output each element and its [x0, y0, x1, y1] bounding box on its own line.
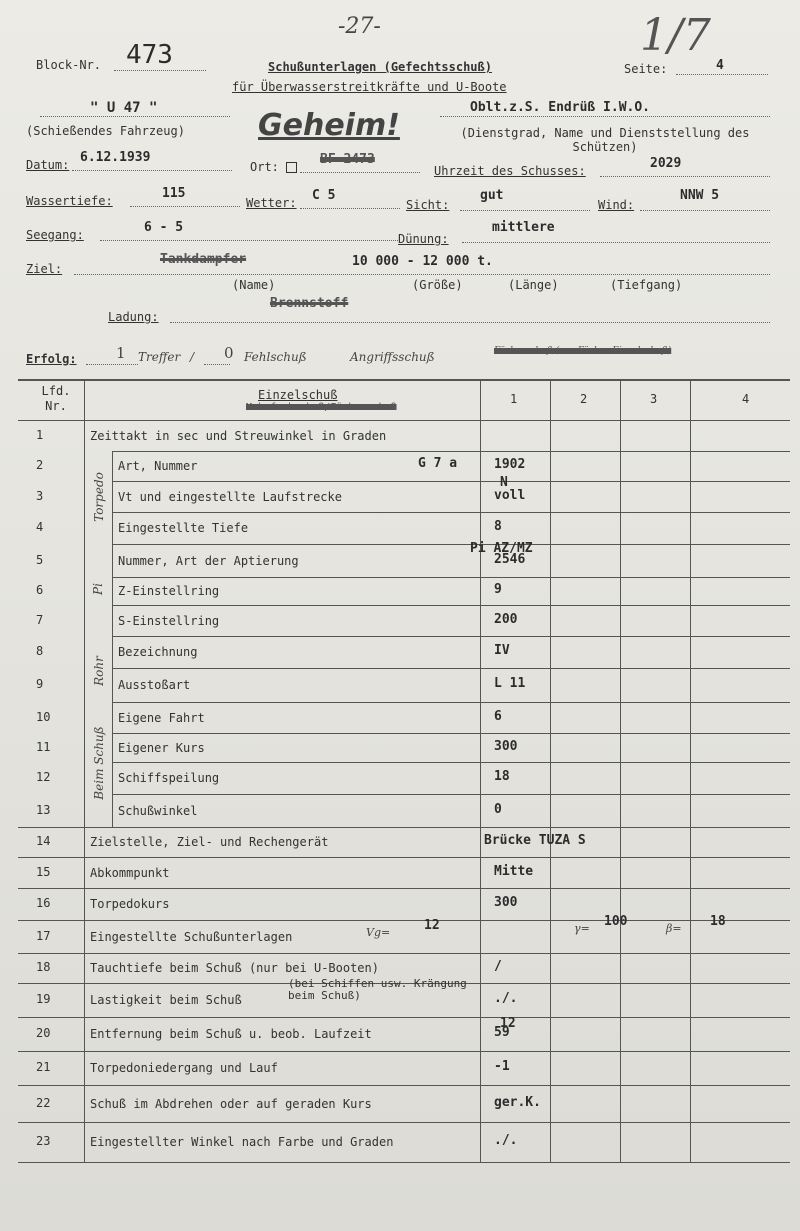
misses-text: Fehlschuß — [244, 350, 307, 364]
target-sub-size: (Größe) — [412, 278, 463, 292]
weather-label: Wetter: — [246, 196, 297, 210]
misses-dots — [204, 364, 230, 365]
title-line2: für Überwasserstreitkräfte und U-Boote — [232, 80, 507, 94]
row-label: Schuß im Abdrehen oder auf geraden Kurs — [90, 1096, 372, 1111]
row-number: 7 — [36, 612, 44, 627]
row-number: 6 — [36, 583, 44, 597]
row-number: 2 — [36, 458, 44, 472]
attack-text: Angriffsschuß — [350, 350, 435, 364]
vessel-value: " U 47 " — [90, 100, 158, 116]
target-label: Ziel: — [26, 262, 63, 276]
place-dots — [300, 172, 420, 173]
col-divider-1 — [480, 380, 481, 1162]
row-value-col1: 2546 — [494, 551, 526, 567]
page-value: 4 — [716, 58, 724, 73]
vessel-dots — [40, 116, 230, 117]
swell-value: mittlere — [492, 220, 555, 235]
col-header-2: 2 — [580, 392, 588, 406]
row-label: Torpedoniedergang und Lauf — [90, 1061, 278, 1075]
row-label: Art, Nummer — [118, 459, 198, 473]
sea-dots — [100, 240, 400, 241]
row-label: Eingestellter Winkel nach Farbe und Graden — [90, 1135, 394, 1149]
vessel-label: (Schießendes Fahrzeug) — [26, 124, 185, 138]
row-label: Z-Einstellring — [118, 584, 220, 598]
table-row-line — [18, 920, 790, 921]
row-value-col1: 8 — [494, 519, 502, 534]
row-label: Eingestellte Schußunterlagen — [90, 929, 293, 944]
result-slash: / — [190, 350, 195, 364]
time-label: Uhrzeit des Schusses: — [434, 164, 586, 178]
col-divider-3 — [620, 380, 621, 1162]
group-label-beim: Beim Schuß — [92, 726, 106, 800]
row-label: Schußwinkel — [118, 803, 198, 818]
row-extra: N — [500, 474, 508, 490]
row-number: 10 — [36, 709, 51, 724]
page-label: Seite: — [624, 62, 668, 76]
shooter-dots — [440, 116, 770, 117]
row17-gamma-label: γ= — [574, 922, 590, 935]
table-row-line — [18, 827, 790, 828]
row-label: Abkommpunkt — [90, 865, 170, 880]
place-label — [250, 160, 297, 174]
col-header-nr: Lfd. Nr. — [41, 384, 71, 413]
weather-value: C 5 — [312, 188, 336, 203]
row-value-col1: 59 — [494, 1025, 510, 1040]
target-sub-draft: (Tiefgang) — [610, 278, 683, 292]
col-header-3: 3 — [650, 392, 658, 406]
hits-dots — [86, 364, 138, 365]
visibility-value: gut — [480, 188, 504, 203]
table-bottom-border — [18, 1162, 790, 1163]
table-row-line — [112, 577, 790, 578]
table-row-line — [18, 420, 790, 421]
table-row-line — [18, 857, 790, 858]
group-label-pi: Pi — [91, 583, 105, 595]
col-divider-4 — [690, 380, 691, 1162]
row-number: 14 — [36, 834, 51, 848]
row-label: Entfernung beim Schuß u. beob. Laufzeit — [90, 1027, 372, 1041]
table-row-line — [18, 953, 790, 954]
row-number: 23 — [36, 1134, 51, 1148]
row-label: Vt und eingestellte Laufstrecke — [118, 489, 342, 504]
col-header-title: Einzelschuß — [258, 388, 338, 402]
table-row-line — [112, 762, 790, 763]
row-value-col1: 6 — [494, 708, 502, 724]
time-value: 2029 — [650, 156, 682, 171]
row-number: 9 — [36, 677, 44, 691]
row-value-col1: 9 — [494, 582, 502, 597]
table-row-line — [18, 1085, 790, 1086]
row-number: 13 — [36, 802, 51, 817]
target-dots — [74, 274, 770, 275]
row-number: 4 — [36, 520, 44, 534]
block-label: Block-Nr. — [36, 58, 102, 72]
row-label: Schiffspeilung — [118, 771, 220, 785]
row-number: 8 — [36, 644, 44, 658]
row-value-col1: -1 — [494, 1059, 510, 1074]
table-row-line — [112, 733, 790, 734]
group-label-torpedo: Torpedo — [92, 472, 106, 522]
row17-vg-label: Vg= — [366, 926, 391, 939]
row-value-col1: / — [494, 959, 502, 974]
corner-mark: 1/7 — [640, 10, 711, 61]
depth-label: Wassertiefe: — [26, 194, 113, 208]
row-label: Torpedokurs — [90, 897, 170, 911]
table-row-line — [112, 451, 790, 452]
row-number: 1 — [36, 427, 44, 442]
row-label: Zielstelle, Ziel- und Rechengerät — [90, 835, 329, 849]
row-value-col1: Brücke TUZA S — [484, 833, 586, 848]
place-label-text: Ort: — [250, 160, 279, 174]
visibility-label: Sicht: — [406, 198, 450, 212]
row-label: Eigene Fahrt — [118, 710, 205, 725]
table-row-line — [112, 544, 790, 545]
row-value-col1: ./. — [494, 991, 518, 1006]
table-row-line — [18, 888, 790, 889]
page-dots — [676, 74, 768, 75]
weather-dots — [300, 208, 400, 209]
depth-dots — [130, 206, 240, 207]
row-number: 22 — [36, 1095, 51, 1110]
row-number: 17 — [36, 928, 51, 943]
table-row-line — [112, 794, 790, 795]
cargo-dots — [170, 322, 770, 323]
row-number: 5 — [36, 552, 44, 567]
group-label-rohr: Rohr — [92, 656, 106, 686]
visibility-dots — [460, 210, 590, 211]
wind-label: Wind: — [598, 198, 635, 212]
table-row-line — [112, 668, 790, 669]
time-dots — [600, 176, 770, 177]
row-value-col1: ger.K. — [494, 1094, 541, 1110]
date-dots — [72, 170, 232, 171]
date-value: 6.12.1939 — [80, 150, 151, 165]
row17-vg-value: 12 — [424, 918, 440, 933]
row-number: 15 — [36, 864, 51, 879]
row-number: 12 — [36, 770, 51, 784]
target-size: 10 000 - 12 000 t. — [352, 254, 493, 269]
col-divider-2 — [550, 380, 551, 1162]
row17-beta-label: β= — [666, 922, 682, 935]
row-value-col1: L 11 — [494, 676, 526, 691]
row-label: Lastigkeit beim Schuß — [90, 993, 242, 1007]
row-value-col1: 200 — [494, 611, 518, 627]
row-label: S-Einstellring — [118, 613, 220, 628]
row-label: Bezeichnung — [118, 645, 198, 659]
page-number: -27- — [338, 14, 381, 39]
target-name: Tankdampfer — [160, 252, 247, 267]
block-number: 473 — [126, 40, 173, 70]
row-label: Ausstoßart — [118, 678, 191, 692]
row-value-col1: IV — [494, 643, 510, 658]
row-label: Nummer, Art der Aptierung — [118, 553, 299, 568]
row-extra: (bei Schiffen usw. Krängung beim Schuß) — [288, 977, 467, 1002]
row-number: 16 — [36, 896, 51, 910]
row-value-col1: 0 — [494, 801, 502, 817]
row-value-col1: voll — [494, 487, 526, 503]
row-value-col1: 300 — [494, 895, 518, 910]
shooter-value: Oblt.z.S. Endrüß I.W.O. — [470, 100, 651, 115]
row-label: Eingestellte Tiefe — [118, 521, 249, 535]
cargo-label: Ladung: — [108, 310, 159, 324]
col-header-title-struck: Mehrfachschuß/Fächerschuß — [246, 402, 397, 413]
hits-text: Treffer — [138, 350, 181, 364]
table-row-line — [18, 1122, 790, 1123]
depth-value: 115 — [162, 186, 186, 201]
table-row-line — [18, 1017, 790, 1018]
row-label: Tauchtiefe beim Schuß (nur bei U-Booten) — [90, 961, 379, 975]
row-number: 19 — [36, 992, 51, 1006]
col-header-1: 1 — [510, 392, 518, 406]
struck-salvo-text: Fächerschuß (aus Fächer-Einzelschuß) — [494, 346, 672, 356]
wind-dots — [640, 210, 770, 211]
shooter-label: (Dienstgrad, Name und Dienststellung des Schützen) — [460, 126, 750, 154]
result-label: Erfolg: — [26, 352, 77, 366]
row-value-col1: 18 — [494, 769, 510, 784]
row-number: 11 — [36, 739, 51, 754]
row-number: 3 — [36, 488, 44, 503]
hits-value: 1 — [116, 344, 126, 362]
row-extra: 12 — [500, 1016, 516, 1031]
table-row-line — [112, 605, 790, 606]
wind-value: NNW 5 — [680, 188, 720, 203]
target-sub-length: (Länge) — [508, 278, 559, 292]
col-divider-nr — [84, 380, 85, 1162]
row-number: 20 — [36, 1026, 51, 1040]
misses-value: 0 — [224, 344, 234, 362]
date-label: Datum: — [26, 158, 70, 172]
row-number: 21 — [36, 1060, 51, 1074]
secret-stamp: Geheim! — [258, 108, 400, 143]
target-sub-name: (Name) — [232, 278, 276, 292]
block-dots — [114, 70, 206, 71]
table-row-line — [112, 512, 790, 513]
table-row-line — [18, 1051, 790, 1052]
place-value: BF 2473 — [320, 152, 375, 167]
row-value-col1: Mitte — [494, 863, 534, 879]
row-label: Eigener Kurs — [118, 740, 205, 755]
row-label: Zeittakt in sec und Streuwinkel in Graden — [90, 428, 387, 443]
swell-dots — [462, 242, 770, 243]
place-checkbox — [286, 162, 297, 173]
row17-beta-value: 18 — [710, 914, 726, 929]
table-row-line — [112, 702, 790, 703]
group-divider — [112, 451, 113, 827]
swell-label: Dünung: — [398, 232, 449, 246]
row17-gamma-value: 100 — [604, 914, 628, 929]
row-extra: Pi AZ/MZ — [470, 540, 533, 556]
table-row-line — [112, 636, 790, 637]
row-extra: G 7 a — [418, 456, 458, 471]
col-header-4: 4 — [742, 392, 750, 406]
row-value-col1: 1902 — [494, 457, 526, 472]
row-number: 18 — [36, 960, 51, 974]
cargo-value: Brennstoff — [270, 296, 349, 311]
row-value-col1: ./. — [494, 1133, 518, 1148]
table-row-line — [112, 481, 790, 482]
sea-value: 6 - 5 — [144, 220, 184, 235]
table-top-border — [18, 379, 790, 381]
sea-label: Seegang: — [26, 228, 84, 242]
row-value-col1: 300 — [494, 738, 518, 754]
title-line1: Schußunterlagen (Gefechtsschuß) — [268, 60, 492, 74]
